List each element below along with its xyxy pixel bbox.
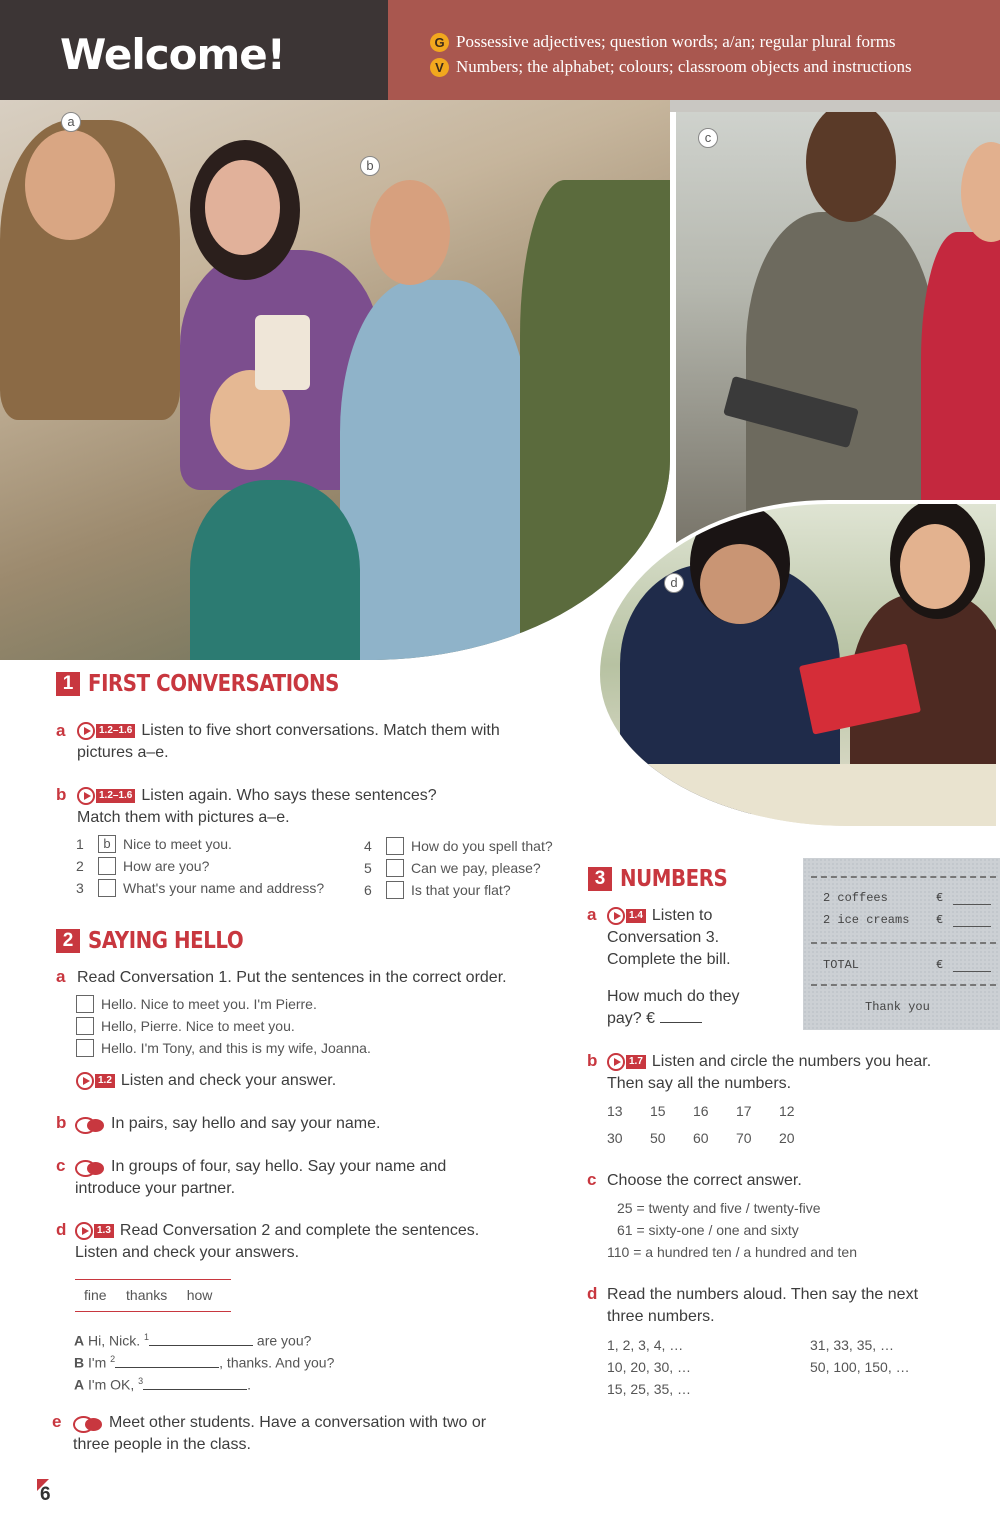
bill-line-ice-creams: 2 ice creams xyxy=(823,913,910,927)
audio-icon[interactable]: 1.2–1.6 xyxy=(77,787,135,805)
choice-item: 61 = sixty-one / one and sixty xyxy=(617,1222,799,1238)
section-title: FIRST CONVERSATIONS xyxy=(88,671,339,697)
exercise-3b-line1: 1.7 Listen and circle the numbers you hear. xyxy=(607,1051,931,1073)
picture-label-a: a xyxy=(61,112,81,132)
audio-icon[interactable]: 1.4 xyxy=(607,907,646,925)
picture-label-c: c xyxy=(698,128,718,148)
order-box[interactable] xyxy=(76,1017,94,1035)
exercise-2d-line1: 1.3 Read Conversation 2 and complete the sentences. xyxy=(75,1220,479,1242)
word-box-top-line xyxy=(75,1279,231,1280)
audio-icon[interactable]: 1.2–1.6 xyxy=(77,722,135,740)
section-first-conversations-heading xyxy=(56,671,380,697)
sequence-item: 31, 33, 35, … xyxy=(810,1337,895,1353)
audio-icon[interactable]: 1.7 xyxy=(607,1053,646,1071)
sequence-item: 1, 2, 3, 4, … xyxy=(607,1337,684,1353)
section-number: 2 xyxy=(56,929,80,953)
exercise-3c-text: Choose the correct answer. xyxy=(607,1172,802,1189)
list-item: Hello, Pierre. Nice to meet you. xyxy=(76,1017,295,1035)
section-title: NUMBERS xyxy=(620,866,728,892)
section-number: 1 xyxy=(56,672,80,696)
word-thanks: thanks xyxy=(126,1287,168,1303)
page-title: Welcome! xyxy=(60,30,285,79)
exercise-2c-line2: introduce your partner. xyxy=(75,1180,236,1197)
word-how: how xyxy=(186,1287,213,1303)
exercise-3d-line2: three numbers. xyxy=(607,1308,715,1325)
photo-paying xyxy=(672,112,1000,552)
bill-blank[interactable] xyxy=(953,926,991,927)
bill-currency: € xyxy=(936,891,944,905)
numbers-row-2: 30 50 60 70 20 xyxy=(607,1130,795,1146)
exercise-3b-line2: Then say all the numbers. xyxy=(607,1075,792,1092)
section-saying-hello-heading xyxy=(56,928,269,954)
bill-total: TOTAL xyxy=(823,958,860,972)
list-item: 2 How are you? xyxy=(76,858,210,874)
bill-blank[interactable] xyxy=(953,904,991,905)
vocab-line xyxy=(430,57,912,77)
exercise-letter: a xyxy=(587,905,597,924)
bill-currency: € xyxy=(936,958,944,972)
dialogue-line: A I'm OK, $^3$ . xyxy=(74,1376,252,1393)
exercise-letter: d xyxy=(56,1220,67,1239)
list-item: 3 What's your name and address? xyxy=(76,880,325,896)
exercise-letter: a xyxy=(56,721,66,740)
exercise-letter: a xyxy=(56,967,66,986)
exercise-2d-line2: Listen and check your answers. xyxy=(75,1244,300,1261)
exercise-3a-line3: Complete the bill. xyxy=(607,951,731,968)
grammar-badge: G xyxy=(430,33,449,52)
grammar-text: Possessive adjectives; question words; a/an; regular plural forms xyxy=(456,32,896,51)
exercise-letter: b xyxy=(56,1113,67,1132)
picture-label-d: d xyxy=(664,573,684,593)
list-item: 1 b Nice to meet you. xyxy=(76,836,232,852)
sequence-item: 15, 25, 35, … xyxy=(607,1381,692,1397)
exercise-3a-q2: pay? € xyxy=(607,1008,702,1030)
bill-receipt xyxy=(803,858,1000,1030)
exercise-1b-line1: 1.2–1.6 Listen again. Who says these sentences? xyxy=(77,785,437,807)
list-item: 5 Can we pay, please? xyxy=(364,860,541,876)
exercise-2a-text: Read Conversation 1. Put the sentences in the correct order. xyxy=(77,969,507,986)
sequence-item: 50, 100, 150, … xyxy=(810,1359,910,1375)
order-box[interactable] xyxy=(76,1039,94,1057)
audio-icon[interactable]: 1.3 xyxy=(75,1222,114,1240)
speaking-icon xyxy=(73,1415,103,1431)
list-item: 4 How do you spell that? xyxy=(364,838,553,854)
exercise-letter: d xyxy=(587,1284,598,1303)
exercise-letter: c xyxy=(56,1156,66,1175)
answer-box[interactable] xyxy=(98,879,116,897)
exercise-3a-line2: Conversation 3. xyxy=(607,929,720,946)
answer-blank[interactable] xyxy=(143,1376,247,1390)
bill-line-coffees: 2 coffees xyxy=(823,891,888,905)
speaking-icon xyxy=(75,1159,105,1175)
header-red-panel xyxy=(388,0,1000,112)
answer-blank[interactable] xyxy=(149,1332,253,1346)
exercise-2c-line1: In groups of four, say hello. Say your name and xyxy=(75,1156,446,1178)
exercise-letter: e xyxy=(52,1412,62,1431)
exercise-1b-line2: Match them with pictures a–e. xyxy=(77,809,290,826)
section-number: 3 xyxy=(588,867,612,891)
section-numbers-heading xyxy=(588,866,745,892)
answer-box[interactable]: b xyxy=(98,835,116,853)
list-item: Hello. I'm Tony, and this is my wife, Joanna. xyxy=(76,1039,371,1057)
exercise-3d-line1: Read the numbers aloud. Then say the next xyxy=(607,1286,919,1303)
answer-box[interactable] xyxy=(386,859,404,877)
exercise-3a-q1: How much do they xyxy=(607,988,740,1005)
list-item: 6 Is that your flat? xyxy=(364,882,511,898)
answer-blank[interactable] xyxy=(660,1009,702,1023)
list-item: Hello. Nice to meet you. I'm Pierre. xyxy=(76,995,317,1013)
exercise-2e-line1: Meet other students. Have a conversation with two or xyxy=(73,1412,486,1434)
vocab-text: Numbers; the alphabet; colours; classroom objects and instructions xyxy=(456,57,912,76)
word-box-bottom-line xyxy=(75,1311,231,1312)
word-fine: fine xyxy=(84,1287,107,1303)
section-title: SAYING HELLO xyxy=(88,928,244,954)
bill-thanks: Thank you xyxy=(865,1000,930,1014)
exercise-letter: b xyxy=(56,785,67,804)
choice-item: 25 = twenty and five / twenty-five xyxy=(617,1200,821,1216)
exercise-1a-line2: pictures a–e. xyxy=(77,744,169,761)
order-box[interactable] xyxy=(76,995,94,1013)
exercise-letter: c xyxy=(587,1170,597,1189)
vocab-badge: V xyxy=(430,58,449,77)
answer-blank[interactable] xyxy=(115,1354,219,1368)
sequence-item: 10, 20, 30, … xyxy=(607,1359,692,1375)
numbers-row-1: 13 15 16 17 12 xyxy=(607,1103,795,1119)
exercise-2e-line2: three people in the class. xyxy=(73,1436,251,1453)
exercise-3a-line1: 1.4 Listen to xyxy=(607,905,712,927)
photo-conversations xyxy=(0,100,670,660)
exercise-2b-text: In pairs, say hello and say your name. xyxy=(75,1113,380,1135)
dialogue-line: B I'm $^2$ , thanks. And you? xyxy=(74,1354,335,1371)
answer-box[interactable] xyxy=(386,881,404,899)
grammar-line xyxy=(430,32,896,52)
word-box xyxy=(84,1284,212,1306)
exercise-1a-line1: 1.2–1.6 Listen to five short conversations. Match them with xyxy=(77,720,500,742)
answer-box[interactable] xyxy=(98,857,116,875)
bill-currency: € xyxy=(936,913,944,927)
audio-icon[interactable]: 1.2 xyxy=(76,1072,115,1090)
page-number: 6 xyxy=(40,1484,51,1505)
exercise-2a-check: 1.2 Listen and check your answer. xyxy=(76,1070,336,1092)
bill-blank[interactable] xyxy=(953,971,991,972)
speaking-icon xyxy=(75,1116,105,1132)
exercise-letter: b xyxy=(587,1051,598,1070)
dialogue-line: A Hi, Nick. $^1$ are you? xyxy=(74,1332,312,1349)
choice-item: 110 = a hundred ten / a hundred and ten xyxy=(607,1244,858,1260)
answer-box[interactable] xyxy=(386,837,404,855)
picture-label-b: b xyxy=(360,156,380,176)
